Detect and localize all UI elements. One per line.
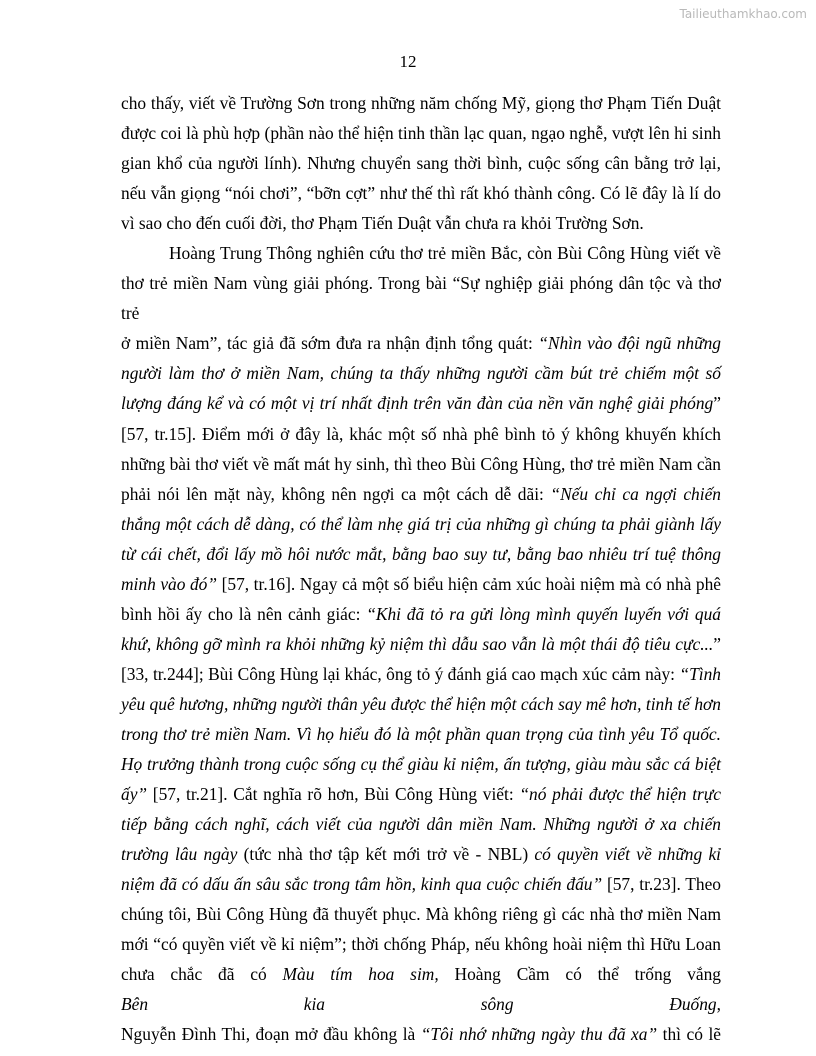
text-segment: (tức nhà thơ tập kết mới trở về - NBL) <box>237 844 535 865</box>
italic-segment: thắng một cách dễ dàng, có thể làm nhẹ giá trị của những gì chúng ta phải giành lấy <box>121 513 721 534</box>
watermark: Tailieuthamkhao.com <box>679 7 807 21</box>
italic-segment: Bên kia sông Đuống <box>121 994 717 1015</box>
italic-segment: có quyền viết về những kỉ <box>534 844 722 865</box>
text-segment: ” <box>713 393 721 414</box>
text-line <box>121 328 721 358</box>
text-segment: [57, tr.21]. Cắt nghĩa rõ hơn, Bùi Công Hùng viết: <box>147 784 520 805</box>
text-line <box>121 869 721 899</box>
text-segment: những bài thơ viết về mất mát hy sinh, thì theo Bùi Công Hùng, thơ trẻ miền Nam cần <box>121 453 721 474</box>
italic-segment: “Nhìn vào đội ngũ những <box>538 333 721 354</box>
paragraph <box>121 88 721 238</box>
text-line <box>121 659 721 689</box>
italic-segment: niệm đã có dấu ấn sâu sắc trong tâm hồn, kinh qua cuộc chiến đấu” <box>121 874 603 895</box>
italic-segment: trường lâu ngày <box>121 844 238 865</box>
italic-segment: Màu tím hoa sim, <box>282 964 439 985</box>
text-line <box>121 148 721 178</box>
text-segment: [57, tr.16]. Ngay cả một số biểu hiện cảm xúc hoài niệm mà có nhà phê <box>217 573 721 594</box>
text-segment: thì có lẽ <box>657 1024 721 1045</box>
text-line <box>121 929 721 959</box>
text-line <box>121 809 721 839</box>
text-line <box>121 419 721 449</box>
text-segment: cho thấy, viết về Trường Sơn trong những năm chống Mỹ, giọng thơ Phạm Tiến Duật <box>121 93 721 113</box>
page-number: 12 <box>399 52 417 71</box>
text-segment: nếu vẫn giọng “nói chơi”, “bỡn cợt” như thế thì rất khó thành công. Có lẽ đây là lí do <box>121 183 721 204</box>
text-line <box>121 358 721 388</box>
italic-segment: lượng đáng kể và có một vị trí nhất định trên văn đàn của nền văn nghệ giải phóng <box>121 393 714 414</box>
italic-segment: “Khi đã tỏ ra gửi lòng mình quyến luyến với quá <box>366 603 722 624</box>
text-line <box>121 238 721 268</box>
text-line <box>121 629 721 659</box>
italic-segment: Họ trưởng thành trong cuộc sống cụ thể giàu kỉ niệm, ấn tượng, giàu màu sắc cá biệt <box>121 754 721 775</box>
italic-segment: minh vào đó” <box>121 573 218 594</box>
paragraph <box>121 238 721 1049</box>
text-line <box>121 899 721 929</box>
text-segment: chúng tôi, Bùi Công Hùng đã thuyết phục. Mà không riêng gì các nhà thơ miền Nam <box>121 904 721 925</box>
text-segment: [33, tr.244]; Bùi Công Hùng lại khác, ông tỏ ý đánh giá cao mạch xúc cảm này: <box>121 663 680 684</box>
text-segment: Nguyễn Đình Thi, đoạn mở đầu không là <box>121 1024 421 1045</box>
text-line <box>121 388 721 418</box>
text-line <box>121 599 721 629</box>
text-segment: Hoàng Trung Thông nghiên cứu thơ trẻ miền Bắc, còn Bùi Công Hùng viết về <box>169 243 721 264</box>
text-line <box>121 1019 721 1049</box>
text-line <box>121 449 721 479</box>
text-segment: thơ trẻ miền Nam vùng giải phóng. Trong bài “Sự nghiệp giải phóng dân tộc và thơ trẻ <box>121 273 721 324</box>
italic-segment: người làm thơ ở miền Nam, chúng ta thấy những người cầm bút trẻ chiếm một số <box>121 363 721 384</box>
italic-segment: “nó phải được thể hiện trực <box>519 784 721 805</box>
text-segment: [57, tr.15]. Điểm mới ở đây là, khác một số nhà phê bình tỏ ý không khuyến khích <box>121 423 721 444</box>
text-segment: chưa chắc đã có <box>121 964 283 985</box>
text-segment: bình hồi ấy cho là nên cảnh giác: <box>121 603 367 624</box>
text-line <box>121 719 721 749</box>
text-segment: [57, tr.23]. Theo <box>602 874 721 895</box>
body-text <box>121 88 721 1050</box>
text-line <box>121 569 721 599</box>
italic-segment: “Nếu chỉ ca ngợi chiến <box>550 483 721 504</box>
italic-segment: “Tôi nhớ những ngày thu đã xa” <box>420 1024 658 1045</box>
text-segment: , <box>716 994 721 1015</box>
text-segment: Hoàng Cầm có thể trống vắng <box>438 964 721 985</box>
text-line <box>121 509 721 539</box>
text-line <box>121 959 721 1019</box>
text-line <box>121 539 721 569</box>
italic-segment: “Tình <box>679 663 721 684</box>
text-line <box>121 118 721 148</box>
italic-segment: trong thơ trẻ miền Nam. Vì họ hiểu đó là một phần quan trọng của tình yêu Tổ quốc. <box>121 723 721 744</box>
text-line <box>121 268 721 328</box>
text-segment: phải nói lên mặt này, không nên ngợi ca một cách dễ dãi: <box>121 483 551 504</box>
text-line <box>121 779 721 809</box>
text-segment: ” <box>713 633 721 654</box>
text-line <box>121 479 721 509</box>
text-line <box>121 689 721 719</box>
text-segment: vì sao cho đến cuối đời, thơ Phạm Tiến Duật vẫn chưa ra khỏi Trường Sơn. <box>121 213 644 234</box>
italic-segment: ấy” <box>121 784 148 805</box>
text-line <box>121 88 721 118</box>
text-segment: gian khổ của người lính). Nhưng chuyển sang thời bình, cuộc sống cân bằng trở lại, <box>121 153 721 174</box>
text-line <box>121 178 721 208</box>
text-segment: ở miền Nam”, tác giả đã sớm đưa ra nhận định tổng quát: <box>121 333 539 354</box>
italic-segment: từ cái chết, đổi lấy mồ hôi nước mắt, bằng bao suy tư, bằng bao nhiêu trí tuệ thông <box>121 543 721 564</box>
italic-segment: tiếp bằng cách nghĩ, cách viết của người dân miền Nam. Những người ở xa chiến <box>121 814 721 835</box>
text-line <box>121 208 721 238</box>
text-segment: mới “có quyền viết về kỉ niệm”; thời chống Pháp, nếu không hoài niệm thì Hữu Loan <box>121 934 721 955</box>
italic-segment: khứ, không gỡ mình ra khỏi những kỷ niệm thì dẫu sao vẫn là một thái độ tiêu cực... <box>121 633 714 654</box>
text-line <box>121 839 721 869</box>
italic-segment: yêu quê hương, những người thân yêu được thể hiện một cách say mê hơn, tinh tế hơn <box>121 693 721 714</box>
text-line <box>121 749 721 779</box>
text-segment: được coi là phù hợp (phần nào thể hiện tinh thần lạc quan, ngạo nghễ, vượt lên hi sinh <box>121 123 721 144</box>
